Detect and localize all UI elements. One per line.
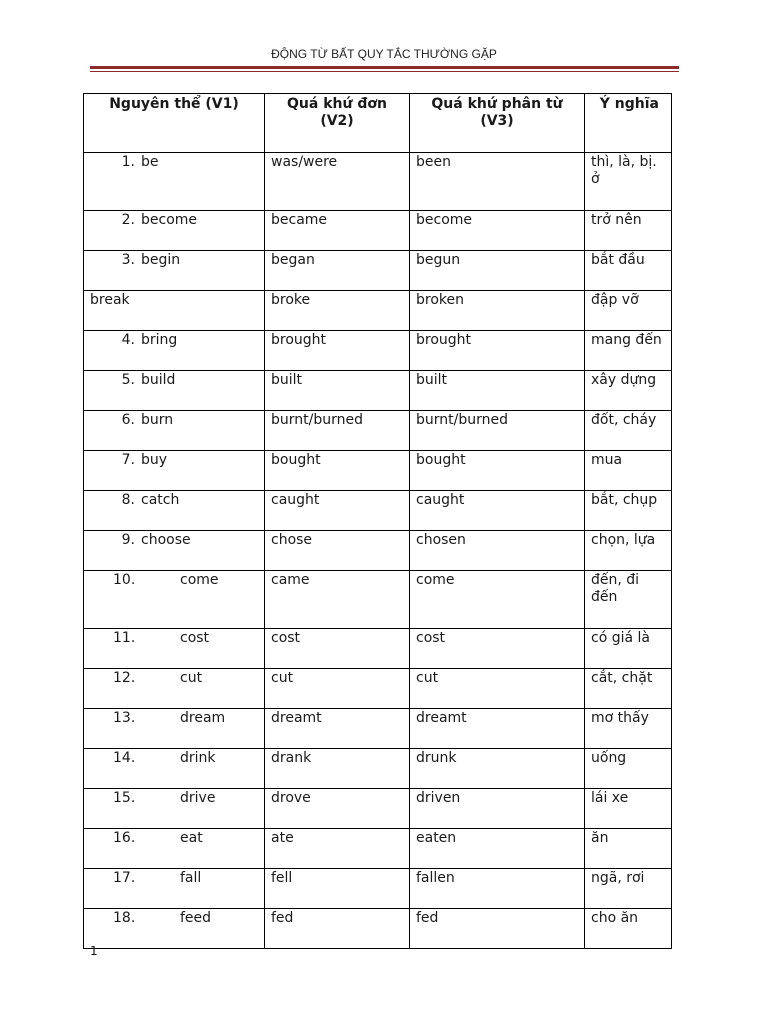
header-rule-thin [90, 71, 679, 72]
verb-infinitive: build [141, 372, 176, 388]
cell-meaning: đập vỡ [585, 291, 672, 331]
cell-past-simple: drank [265, 749, 410, 789]
irregular-verbs-table [83, 93, 672, 949]
cell-past-simple: ate [265, 829, 410, 869]
table-row [84, 571, 672, 629]
table-row [84, 211, 672, 251]
verb-infinitive: catch [141, 492, 180, 508]
cell-meaning: có giá là [585, 629, 672, 669]
table-row [84, 251, 672, 291]
cell-past-participle: eaten [410, 829, 585, 869]
verb-infinitive: begin [141, 252, 181, 268]
table-row [84, 291, 672, 331]
verb-infinitive: cut [180, 670, 203, 686]
cell-past-simple: dreamt [265, 709, 410, 749]
cell-past-participle: bought [410, 451, 585, 491]
header-meaning: Ý nghĩa [585, 94, 672, 153]
cell-past-simple: began [265, 251, 410, 291]
cell-infinitive [84, 331, 265, 371]
cell-meaning: thì, là, bị. ở [585, 153, 672, 211]
table-row [84, 411, 672, 451]
cell-past-participle: begun [410, 251, 585, 291]
page-header-title: ĐỘNG TỪ BẤT QUY TẮC THƯỜNG GẶP [271, 47, 497, 61]
table-row [84, 331, 672, 371]
cell-meaning: bắt, chụp [585, 491, 672, 531]
verb-infinitive: bring [141, 332, 178, 348]
verb-infinitive: choose [141, 532, 191, 548]
row-number: 3. [121, 252, 135, 268]
table-row [84, 869, 672, 909]
cell-past-participle: cost [410, 629, 585, 669]
header-past-participle: Quá khứ phân từ (V3) [410, 94, 585, 153]
row-number: 4. [121, 332, 135, 348]
cell-past-participle: brought [410, 331, 585, 371]
cell-infinitive [84, 211, 265, 251]
row-number: 7. [121, 452, 135, 468]
cell-meaning: ngã, rơi [585, 869, 672, 909]
cell-meaning: mang đến [585, 331, 672, 371]
cell-infinitive [84, 153, 265, 211]
cell-meaning: đến, đi đến [585, 571, 672, 629]
cell-infinitive [84, 789, 265, 829]
verb-infinitive: dream [180, 710, 226, 726]
cell-meaning: cắt, chặt [585, 669, 672, 709]
verb-infinitive: come [180, 572, 219, 588]
cell-past-simple: came [265, 571, 410, 629]
cell-meaning: uống [585, 749, 672, 789]
row-number: 18. [113, 910, 136, 926]
cell-infinitive [84, 411, 265, 451]
row-number: 14. [113, 750, 136, 766]
cell-infinitive [84, 491, 265, 531]
cell-past-simple: became [265, 211, 410, 251]
row-number: 2. [121, 212, 135, 228]
row-number: 15. [113, 790, 136, 806]
cell-past-participle: chosen [410, 531, 585, 571]
cell-infinitive [84, 291, 265, 331]
verb-infinitive: drink [180, 750, 216, 766]
cell-past-simple: caught [265, 491, 410, 531]
row-number: 8. [121, 492, 135, 508]
header-past-simple: Quá khứ đơn (V2) [265, 94, 410, 153]
cell-infinitive [84, 749, 265, 789]
cell-meaning: bắt đầu [585, 251, 672, 291]
row-number: 6. [121, 412, 135, 428]
verb-infinitive: buy [141, 452, 168, 468]
header-rule-thick [90, 66, 679, 69]
cell-past-simple: fell [265, 869, 410, 909]
verb-infinitive: be [141, 154, 159, 170]
row-number: 10. [113, 572, 136, 588]
row-number: 13. [113, 710, 136, 726]
cell-infinitive [84, 251, 265, 291]
cell-past-simple: burnt/burned [265, 411, 410, 451]
cell-infinitive [84, 869, 265, 909]
cell-past-simple: brought [265, 331, 410, 371]
cell-past-participle: driven [410, 789, 585, 829]
table-row [84, 909, 672, 949]
cell-past-participle: caught [410, 491, 585, 531]
cell-past-simple: cut [265, 669, 410, 709]
cell-past-participle: built [410, 371, 585, 411]
table-row [84, 669, 672, 709]
cell-past-simple: cost [265, 629, 410, 669]
verb-infinitive: burn [141, 412, 174, 428]
verb-infinitive: feed [180, 910, 212, 926]
cell-meaning: trở nên [585, 211, 672, 251]
cell-infinitive [84, 829, 265, 869]
table-row [84, 153, 672, 211]
table-row [84, 451, 672, 491]
cell-past-simple: built [265, 371, 410, 411]
table-row [84, 531, 672, 571]
table-row [84, 709, 672, 749]
table-row [84, 491, 672, 531]
cell-past-simple: fed [265, 909, 410, 949]
cell-past-participle: come [410, 571, 585, 629]
cell-past-participle: dreamt [410, 709, 585, 749]
page-number: 1 [90, 944, 98, 958]
table-row [84, 829, 672, 869]
row-number: 5. [121, 372, 135, 388]
cell-meaning: xây dựng [585, 371, 672, 411]
cell-past-simple: was/were [265, 153, 410, 211]
cell-meaning: đốt, cháy [585, 411, 672, 451]
table-row [84, 749, 672, 789]
cell-past-participle: drunk [410, 749, 585, 789]
table-row [84, 371, 672, 411]
verb-infinitive: fall [180, 870, 202, 886]
cell-infinitive [84, 371, 265, 411]
verb-infinitive: cost [180, 630, 210, 646]
row-number: 12. [113, 670, 136, 686]
verb-infinitive: eat [180, 830, 203, 846]
cell-meaning: cho ăn [585, 909, 672, 949]
header-infinitive: Nguyên thể (V1) [84, 94, 265, 153]
cell-past-simple: chose [265, 531, 410, 571]
cell-meaning: ăn [585, 829, 672, 869]
cell-past-participle: been [410, 153, 585, 211]
cell-past-simple: drove [265, 789, 410, 829]
table-header-row [84, 94, 672, 153]
cell-past-participle: become [410, 211, 585, 251]
cell-infinitive [84, 629, 265, 669]
cell-infinitive [84, 531, 265, 571]
cell-infinitive [84, 669, 265, 709]
cell-meaning: chọn, lựa [585, 531, 672, 571]
cell-past-participle: burnt/burned [410, 411, 585, 451]
cell-infinitive [84, 451, 265, 491]
cell-meaning: mua [585, 451, 672, 491]
cell-infinitive [84, 571, 265, 629]
cell-past-participle: broken [410, 291, 585, 331]
table-row [84, 789, 672, 829]
verb-infinitive: break [90, 292, 130, 308]
cell-meaning: lái xe [585, 789, 672, 829]
row-number: 11. [113, 630, 136, 646]
table-row [84, 629, 672, 669]
row-number: 17. [113, 870, 136, 886]
row-number: 16. [113, 830, 136, 846]
row-number: 9. [121, 532, 135, 548]
cell-meaning: mơ thấy [585, 709, 672, 749]
cell-past-participle: fed [410, 909, 585, 949]
cell-past-simple: bought [265, 451, 410, 491]
cell-past-simple: broke [265, 291, 410, 331]
row-number: 1. [121, 154, 135, 170]
verb-infinitive: drive [180, 790, 216, 806]
cell-infinitive [84, 909, 265, 949]
cell-infinitive [84, 709, 265, 749]
cell-past-participle: cut [410, 669, 585, 709]
verb-infinitive: become [141, 212, 198, 228]
cell-past-participle: fallen [410, 869, 585, 909]
